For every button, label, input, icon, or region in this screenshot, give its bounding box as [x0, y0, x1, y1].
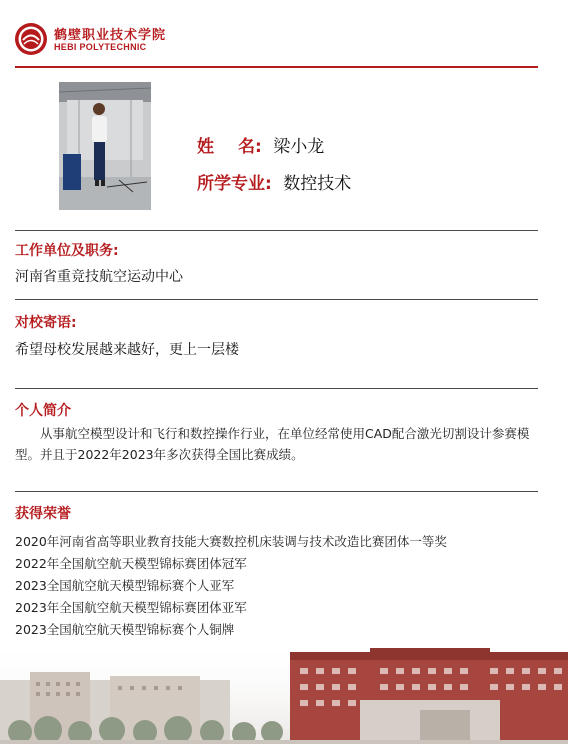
campus-illustration: [0, 640, 568, 744]
message-title: 对校寄语:: [15, 315, 77, 331]
school-name-en: HEBI POLYTECHNIC: [54, 42, 147, 52]
divider-workplace: [15, 230, 538, 231]
portrait-photo: [59, 82, 151, 210]
workplace-text: 河南省重竞技航空运动中心: [15, 269, 183, 285]
major-row: [197, 169, 351, 194]
honors-list: [15, 531, 447, 641]
divider-honors: [15, 491, 538, 492]
message-text: 希望母校发展越来越好，更上一层楼: [15, 342, 239, 358]
major-label: 所学专业:: [197, 174, 272, 194]
name-value: 梁小龙: [273, 137, 325, 157]
honor-item: 2023全国航空航天模型锦标赛个人亚军: [15, 578, 235, 593]
header-divider: [15, 66, 538, 68]
name-row: [197, 132, 324, 157]
honor-item: 2020年河南省高等职业教育技能大赛数控机床装调与技术改造比赛团体一等奖: [15, 534, 447, 549]
school-logo: [14, 20, 169, 60]
name-label-2: 名:: [238, 137, 262, 157]
honor-item: 2022年全国航空航天模型锦标赛团体冠军: [15, 556, 247, 571]
divider-message: [15, 299, 538, 300]
workplace-title: 工作单位及职务:: [15, 243, 119, 259]
bio-title: 个人简介: [15, 403, 71, 419]
honors-title: 获得荣誉: [15, 506, 71, 522]
divider-bio: [15, 388, 538, 389]
school-name-cn: 鹤壁职业技术学院: [54, 28, 167, 43]
bio-text: 从事航空模型设计和飞行和数控操作行业，在单位经常使用CAD配合激光切割设计参赛模型。并且于2022年2023年多次获得全国比赛成绩。: [15, 426, 530, 462]
major-value: 数控技术: [283, 174, 352, 194]
school-seal-icon: [14, 22, 48, 56]
honor-item: 2023全国航空航天模型锦标赛个人铜牌: [15, 622, 235, 637]
name-label-1: 姓: [197, 137, 238, 157]
portrait-illustration: [59, 82, 151, 210]
honor-item: 2023年全国航空航天模型锦标赛团体亚军: [15, 600, 247, 615]
